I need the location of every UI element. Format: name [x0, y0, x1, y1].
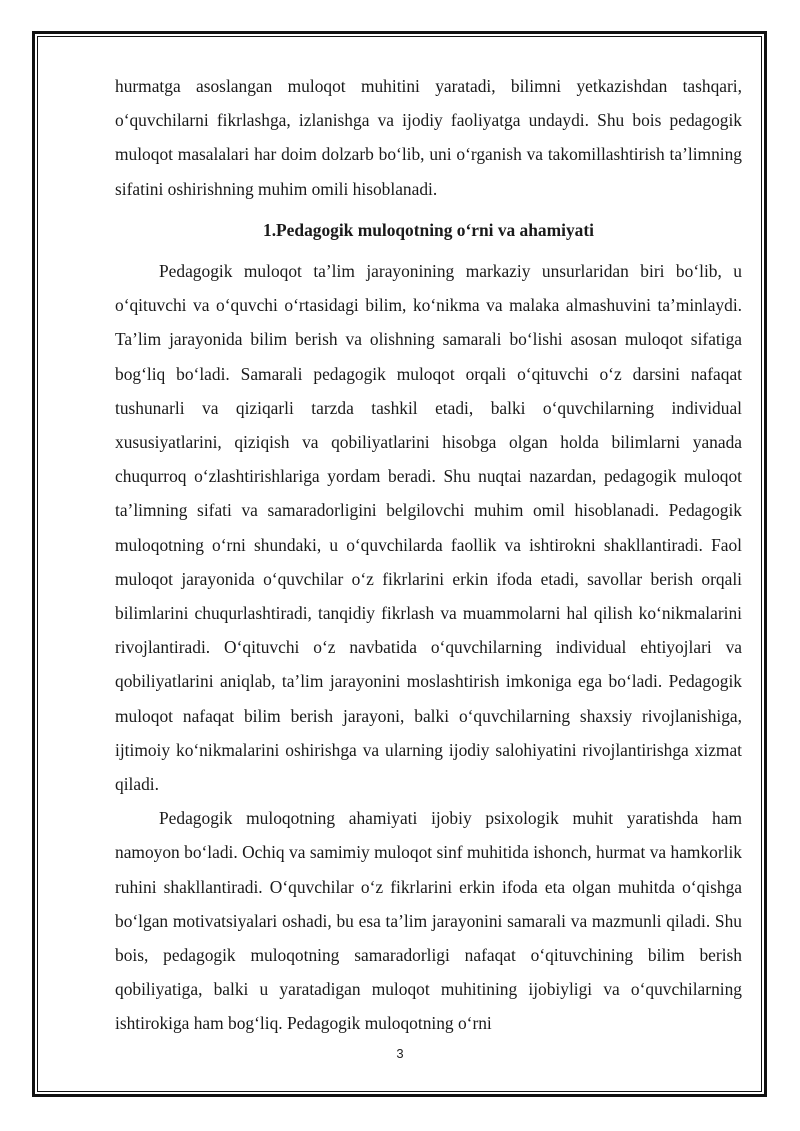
paragraph-importance: Pedagogik muloqotning ahamiyati ijobiy psixologik muhit yaratishda ham namoyon bo‘ladi. Ochiq va samimiy muloqot sinf muhitida ishonch, hurmat va hamkorlik ruhini shakllantiradi. O‘quvchilar o‘z fikrlarini erkin ifoda eta olgan muhitda o‘qishga bo‘lgan motivatsiyalari oshadi, bu esa ta’lim jarayonini samarali va mazmunli qiladi. Shu bois, pedagogik muloqotning samaradorligi nafaqat o‘qituvchining bilim berish qobiliyatiga, balki u yaratadigan muloqot muhitining ijobiyligi va o‘quvchilarning ishtirokiga ham bog‘liq. Pedagogik muloqotning o‘rni [115, 808, 742, 1034]
page-number: 3 [396, 1046, 404, 1061]
page-body [115, 69, 742, 1041]
paragraph-continuation: hurmatga asoslangan muloqot muhitini yaratadi, bilimni yetkazishdan tashqari, o‘quvchilarni fikrlashga, izlanishga va ijodiy faoliyatga undaydi. Shu bois pedagogik muloqot masalalari har doim dolzarb bo‘lib, uni o‘rganish va takomillashtirish ta’limning sifatini oshirishning muhim omili hisoblanadi. [115, 76, 742, 199]
section-heading: 1.Pedagogik muloqotning o‘rni va ahamiyati [263, 219, 594, 240]
paragraph-role: Pedagogik muloqot ta’lim jarayonining markaziy unsurlaridan biri bo‘lib, u o‘qituvchi va o‘quvchi o‘rtasidagi bilim, ko‘nikma va malaka almashuvini ta’minlaydi. Ta’lim jarayonida bilim berish va olishning samarali bo‘lishi asosan muloqot sifatiga bog‘liq bo‘ladi. Samarali pedagogik muloqot orqali o‘qituvchi o‘z darsini nafaqat tushunarli va qiziqarli tarzda tashkil etadi, balki o‘quvchilarning individual xususiyatlarini, qiziqish va qobiliyatlarini hisobga olgan holda bilimlarni yanada chuqurroq o‘zlashtirishlariga yordam beradi. Shu nuqtai nazardan, pedagogik muloqot ta’limning sifati va samaradorligini belgilovchi muhim omil hisoblanadi. Pedagogik muloqotning o‘rni shundaki, u o‘quvchilarda faollik va ishtirokni shakllantiradi. Faol muloqot jarayonida o‘quvchilar o‘z fikrlarini erkin ifoda etadi, savollar berish orqali bilimlarini chuqurlashtiradi, tanqidiy fikrlash va muammolarni hal qilish ko‘nikmalarini rivojlantiradi. O‘qituvchi o‘z navbatida o‘quvchilarning individual ehtiyojlari va qobiliyatlarini aniqlab, ta’lim jarayonini moslashtirish imkoniga ega bo‘ladi. Pedagogik muloqot nafaqat bilim berish jarayoni, balki o‘quvchilarning shaxsiy rivojlanishiga, ijtimoiy ko‘nikmalarini oshirishga va ularning ijodiy salohiyatini rivojlantirishga xizmat qiladi. [115, 261, 742, 795]
